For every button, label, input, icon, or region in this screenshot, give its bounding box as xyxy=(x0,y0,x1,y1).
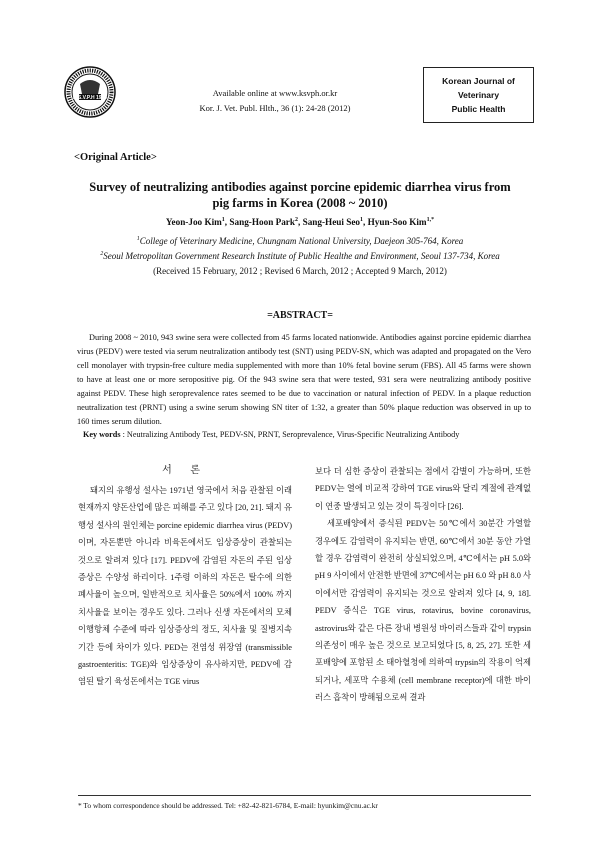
affiliation-text: Seoul Metropolitan Government Research Institute of Public Healthe and Environment, Seoul 137-734, Korea xyxy=(103,251,500,261)
journal-name-line3: Public Health xyxy=(451,104,506,114)
affiliation-1 xyxy=(70,236,530,246)
journal-name-line2: Veterinary xyxy=(457,90,500,100)
author-name: Sang-Hoon Park xyxy=(229,217,295,228)
keywords-list: : Neutralizing Antibody Test, PEDV-SN, PRNT, Seroprevalence, Virus-Specific Neutralizing Antibody xyxy=(120,430,460,439)
journal-name-box xyxy=(423,67,534,123)
title-line1: Survey of neutralizing antibodies against porcine epidemic diarrhea virus from xyxy=(89,180,511,194)
footnote: * To whom correspondence should be addressed. Tel: +82-42-821-6784, E-mail: hyunkim@cnu.ac.kr xyxy=(78,801,378,810)
paragraph: 돼지의 유행성 설사는 1971년 영국에서 처음 관찰된 이래 현재까지 양돈산업에 많은 피해를 주고 있다 [20, 21]. 돼지 유행성 설사의 원인체는 porcine epidemic diarrhea virus (PEDV)이며, 자돈뿐만 아니라 비육돈에서도 임상증상이 관찰되는 것으로 알려져 있다 [17]. PEDV에 감염된 자돈의 주된 임상증상은 수양성 하리이다. 1주령 이하의 자돈은 탈수에 의한 폐사율이 높으며, 일반적으로 치사율은 50%에서 100% 까지 치사율을 보이는 경우도 있다. 그러나 신생 자돈에서의 모체 이행항체 수준에 따라 임상증상의 정도, 치사율 및 질병지속 기간 등에 차이가 있다. PED는 전염성 위장염 (transmissible gastroenteritis: TGE)와 임상증상이 유사하지만, PEDV에 감염된 탈기 육성돈에서는 TGE virus xyxy=(78,486,292,687)
article-type: <Original Article> xyxy=(74,152,157,163)
affiliation-text: College of Veterinary Medicine, Chungnam National University, Daejeon 305-764, Korea xyxy=(139,236,464,246)
received-dates: (Received 15 February, 2012 ; Revised 6 March, 2012 ; Accepted 9 March, 2012) xyxy=(153,266,447,276)
title-line2: pig farms in Korea (2008 ~ 2010) xyxy=(212,196,388,210)
abstract-text: During 2008 ~ 2010, 943 swine sera were collected from 45 farms located nationwide. Antibodies against porcine epidemic diarrhea virus (PEDV) were tested via serum neutralization antibody test (SNT) using PEDV-SN, which was adapted and propagated on the Vero cell monolayer with trypsin-free culture media supplemented with more than 10% fetal bovine serum (FBS). All 45 farms were shown to have at least one or more seropositive pig. Of the 943 swine sera that were tested, 931 sera were neutralizing antibody positive against PEDV. These high seroprevalence rates seemed to be due to vaccination or natural infection of PEDV. In a plaque reduction neutralization test (PRNT) using a swine serum showing SN titer of 1:32, a greater than 50% plaque reduction was observed in up to 160 times serum dilution. xyxy=(77,333,531,426)
author-name: Hyun-Soo Kim xyxy=(367,217,427,228)
author-sup: 1 xyxy=(360,217,364,223)
author-sup: 2 xyxy=(295,217,298,223)
citation: Kor. J. Vet. Publ. Hlth., 36 (1): 24-28 (2012) xyxy=(199,103,351,113)
journal-name-line1: Korean Journal of xyxy=(442,76,515,86)
paragraph: 세포배양에서 증식된 PEDV는 50℃에서 30분간 가열할 경우에도 감염력이 유지되는 반면, 60℃에서 30분 동안 가열할 경우 감염력이 완전히 상실되었으며, 4℃에서는 pH 5.0와 pH 9 사이에서 안전한 반면에 37℃에서는 pH 6.0 와 pH 8.0 사이에서만 감염력이 유지되는 것으로 알려져 있다 [4, 9, 18]. PEDV 증식은 TGE virus, rotavirus, bovine coronavirus, astrovirus와 같은 다른 장내 병원성 바이러스들과 같이 trypsin 의존성이 매우 높은 것으로 보고되었다 [5, 8, 25, 27]. 또한 세포배양에 포함된 소 태아혈청에 의하여 trypsin의 작용이 억제되거나, 세포막 수용체 (cell membrane receptor)에 대한 바이러스 흡착이 방해됨으로써 결과 xyxy=(315,519,531,703)
affiliation-sup: 1 xyxy=(136,236,140,242)
affiliation-2 xyxy=(70,251,530,261)
author-sup: 1,* xyxy=(426,217,435,223)
available-online: Available online at www.ksvph.or.kr xyxy=(212,88,338,98)
abstract-heading: =ABSTRACT= xyxy=(267,310,333,321)
header-center xyxy=(160,86,390,116)
author-name: Yeon-Joo Kim xyxy=(165,217,222,228)
affiliation-sup: 2 xyxy=(100,251,104,257)
logo-lettering: K.S.V.P.H 1976 xyxy=(72,95,108,101)
section-title-introduction: 서 론 xyxy=(162,465,208,476)
body-left-column xyxy=(78,482,292,691)
author-name: Sang-Heui Seo xyxy=(302,217,361,228)
keywords xyxy=(83,430,533,439)
author-list: Yeon-Joo Kim$^1$, Sang-Hoon Park$^2$, Sang-Heui Seo$^1$, Hyun-Soo Kim$^{1,*}$ xyxy=(165,217,435,228)
body-right-column xyxy=(315,463,531,707)
journal-logo-seal xyxy=(64,66,116,118)
author-sup: 1 xyxy=(221,217,225,223)
keywords-label: Key words xyxy=(83,430,121,439)
footnote-divider xyxy=(78,795,531,796)
article-title xyxy=(70,179,530,211)
paragraph: 보다 더 심한 증상이 관찰되는 점에서 감별이 가능하며, 또한 PEDV는 열에 비교적 강하여 TGE virus와 달리 계절에 관계없이 연중 발생되고 있는 것이 특징이다 [26]. xyxy=(315,467,531,511)
